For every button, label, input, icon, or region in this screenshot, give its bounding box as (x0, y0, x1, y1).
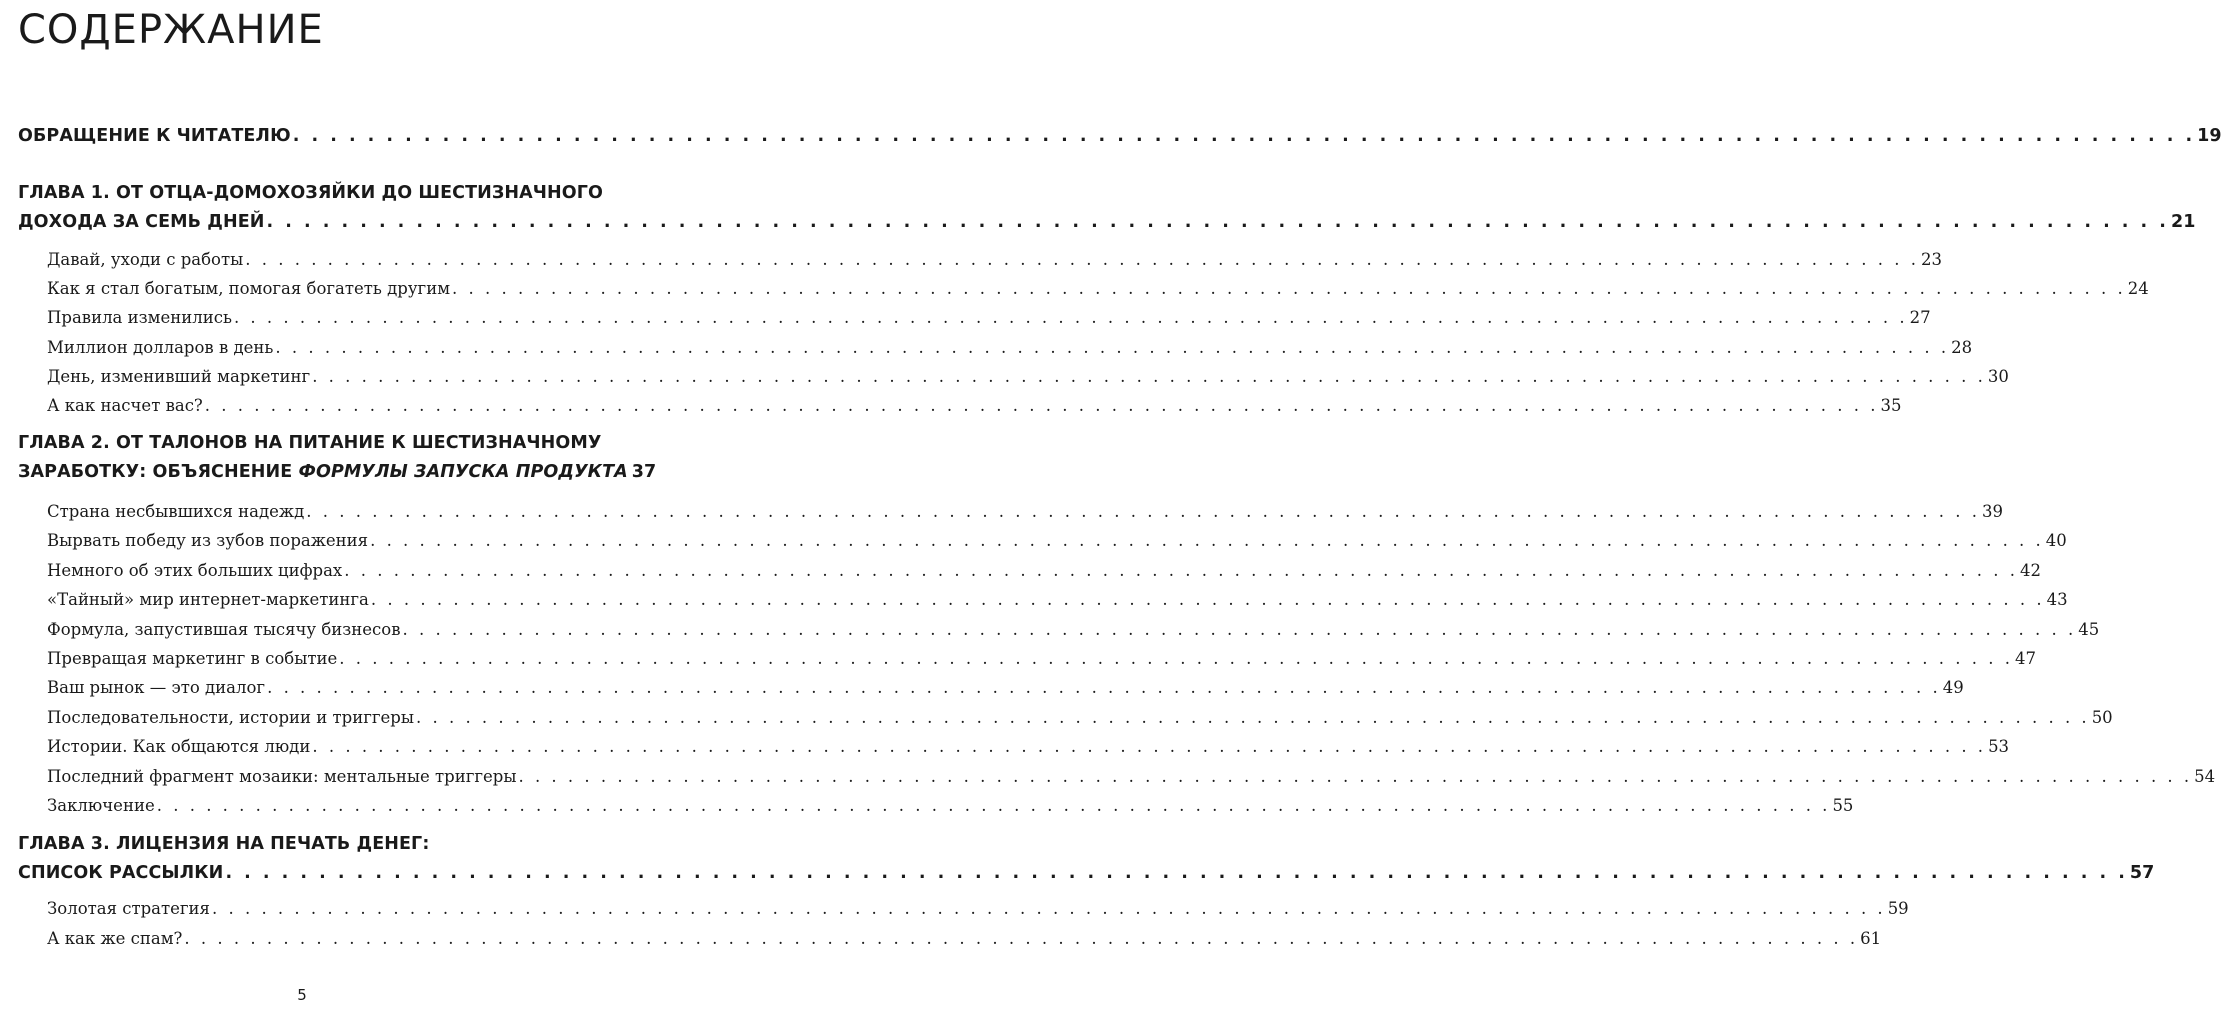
toc-subentry-page: 39 (1981, 502, 2003, 521)
toc-subentry-text: Правила изменились (47, 308, 232, 328)
toc-subentry-text: Превращая маркетинг в событие (47, 649, 338, 668)
dot-leader (245, 250, 1919, 269)
chapter-1-heading-line2: ДОХОДА ЗА СЕМЬ ДНЕЙ (18, 212, 265, 232)
chapter-3-heading-line2: СПИСОК РАССЫЛКИ (18, 863, 224, 883)
toc-subentry-page: 55 (1832, 796, 1854, 815)
dot-leader (452, 279, 2126, 298)
toc-subentry[interactable] (47, 619, 2100, 639)
toc-subentry-text: «Тайный» мир интернет-маркетинга (47, 590, 369, 610)
toc-subentry[interactable] (47, 531, 2067, 551)
dot-leader (267, 212, 2169, 232)
chapter-1-heading-line1: ГЛАВА 1. ОТ ОТЦА-ДОМОХОЗЯЙКИ ДО ШЕСТИЗНАЧНОГО (18, 183, 603, 203)
dot-leader (518, 767, 2192, 786)
toc-subentry-text: Формула, запустившая тысячу бизнесов (47, 619, 401, 639)
chapter-3-heading[interactable] (18, 863, 2155, 883)
page-number: 5 (297, 986, 307, 1004)
toc-subentry-text: Немного об этих больших цифрах (47, 560, 343, 580)
toc-subentry-text: Миллион долларов в день (47, 337, 274, 357)
toc-subentry-page: 40 (2045, 531, 2067, 551)
toc-subentry[interactable] (47, 649, 2036, 668)
toc-subentry-page: 59 (1887, 899, 1909, 918)
chapter-2-heading-line2-text: ЗАРАБОТКУ: ОБЪЯСНЕНИЕ (18, 462, 293, 482)
toc-entry-intro[interactable] (18, 126, 2222, 146)
page-title: СОДЕРЖАНИЕ (18, 7, 324, 53)
toc-subentry[interactable] (47, 250, 1942, 269)
dot-leader (371, 590, 2045, 609)
toc-subentry[interactable] (47, 308, 1931, 328)
toc-subentry-text: Истории. Как общаются люди (47, 737, 311, 757)
toc-subentry[interactable] (47, 590, 2068, 610)
toc-subentry-page: 30 (1987, 366, 2009, 386)
chapter-2-heading-line2-italic: ФОРМУЛЫ ЗАПУСКА ПРОДУКТА (298, 462, 628, 482)
toc-subentry[interactable] (47, 899, 1909, 918)
dot-leader (339, 649, 2013, 668)
toc-subentry[interactable] (47, 766, 2216, 786)
chapter-3-heading-line1: ГЛАВА 3. ЛИЦЕНЗИЯ НА ПЕЧАТЬ ДЕНЕГ: (18, 834, 430, 854)
toc-subentry-page: 28 (1951, 337, 1973, 357)
dot-leader (275, 338, 1949, 357)
chapter-2-heading[interactable] (18, 462, 657, 482)
toc-subentry[interactable] (47, 678, 1964, 698)
toc-subentry-page: 61 (1860, 928, 1882, 948)
chapter-1-page: 21 (2170, 212, 2196, 232)
toc-subentry[interactable] (47, 366, 2009, 386)
toc-subentry-text: День, изменивший маркетинг (47, 366, 311, 386)
toc-subentry-page: 35 (1880, 396, 1902, 415)
dot-leader (306, 502, 1980, 521)
toc-subentry-page: 23 (1920, 250, 1942, 269)
dot-leader (403, 620, 2077, 639)
toc-subentry-page: 47 (2014, 649, 2036, 668)
dot-leader (267, 678, 1941, 697)
toc-subentry-page: 27 (1909, 308, 1931, 328)
dot-leader (234, 308, 1908, 327)
toc-subentry-text: А как насчет вас? (47, 396, 203, 415)
toc-subentry-text: Ваш рынок — это диалог (47, 678, 266, 698)
toc-subentry[interactable] (47, 796, 1854, 815)
dot-leader (370, 531, 2044, 550)
chapter-2-heading-line1: ГЛАВА 2. ОТ ТАЛОНОВ НА ПИТАНИЕ К ШЕСТИЗНАЧНОМУ (18, 433, 602, 453)
toc-subentry-text: Заключение (47, 796, 155, 815)
toc-subentry-page: 53 (1988, 737, 2010, 757)
toc-subentry-text: Давай, уходи с работы (47, 250, 244, 269)
toc-subentry[interactable] (47, 337, 1973, 357)
dot-leader (312, 737, 1986, 756)
dot-leader (293, 126, 2195, 146)
toc-subentry-page: 54 (2194, 766, 2216, 786)
dot-leader (184, 929, 1858, 948)
chapter-1-heading[interactable] (18, 212, 2196, 232)
toc-subentry-text: Страна несбывшихся надежд (47, 502, 305, 521)
chapter-2-page: 37 (631, 462, 657, 482)
toc-subentry[interactable] (47, 707, 2113, 727)
toc-subentry-page: 43 (2046, 590, 2068, 610)
toc-subentry-text: А как же спам? (47, 928, 183, 948)
toc-subentry[interactable] (47, 502, 2003, 521)
toc-subentry[interactable] (47, 396, 1902, 415)
chapter-2-heading-line2 (18, 462, 628, 482)
toc-entry-page: 19 (2197, 126, 2222, 146)
dot-leader (212, 899, 1886, 918)
toc-subentry[interactable] (47, 560, 2041, 580)
dot-leader (312, 367, 1986, 386)
toc-subentry[interactable] (47, 279, 2149, 299)
dot-leader (416, 708, 2090, 727)
toc-subentry-page: 45 (2078, 619, 2100, 639)
toc-subentry[interactable] (47, 737, 2010, 757)
toc-entry-text: ОБРАЩЕНИЕ К ЧИТАТЕЛЮ (18, 126, 291, 146)
chapter-3-page: 57 (2129, 863, 2155, 883)
dot-leader (225, 863, 2127, 883)
toc-subentry-text: Последний фрагмент мозаики: ментальные триггеры (47, 766, 517, 786)
toc-subentry-page: 49 (1942, 678, 1964, 698)
dot-leader (344, 561, 2018, 580)
dot-leader (205, 396, 1879, 415)
toc-subentry-page: 50 (2091, 707, 2113, 727)
toc-subentry-text: Как я стал богатым, помогая богатеть другим (47, 279, 451, 299)
toc-subentry-text: Золотая стратегия (47, 899, 210, 918)
toc-subentry-text: Вырвать победу из зубов поражения (47, 531, 369, 551)
toc-subentry-page: 42 (2019, 560, 2041, 580)
dot-leader (157, 796, 1831, 815)
toc-subentry[interactable] (47, 928, 1882, 948)
toc-subentry-text: Последовательности, истории и триггеры (47, 707, 414, 727)
toc-subentry-page: 24 (2127, 279, 2149, 299)
